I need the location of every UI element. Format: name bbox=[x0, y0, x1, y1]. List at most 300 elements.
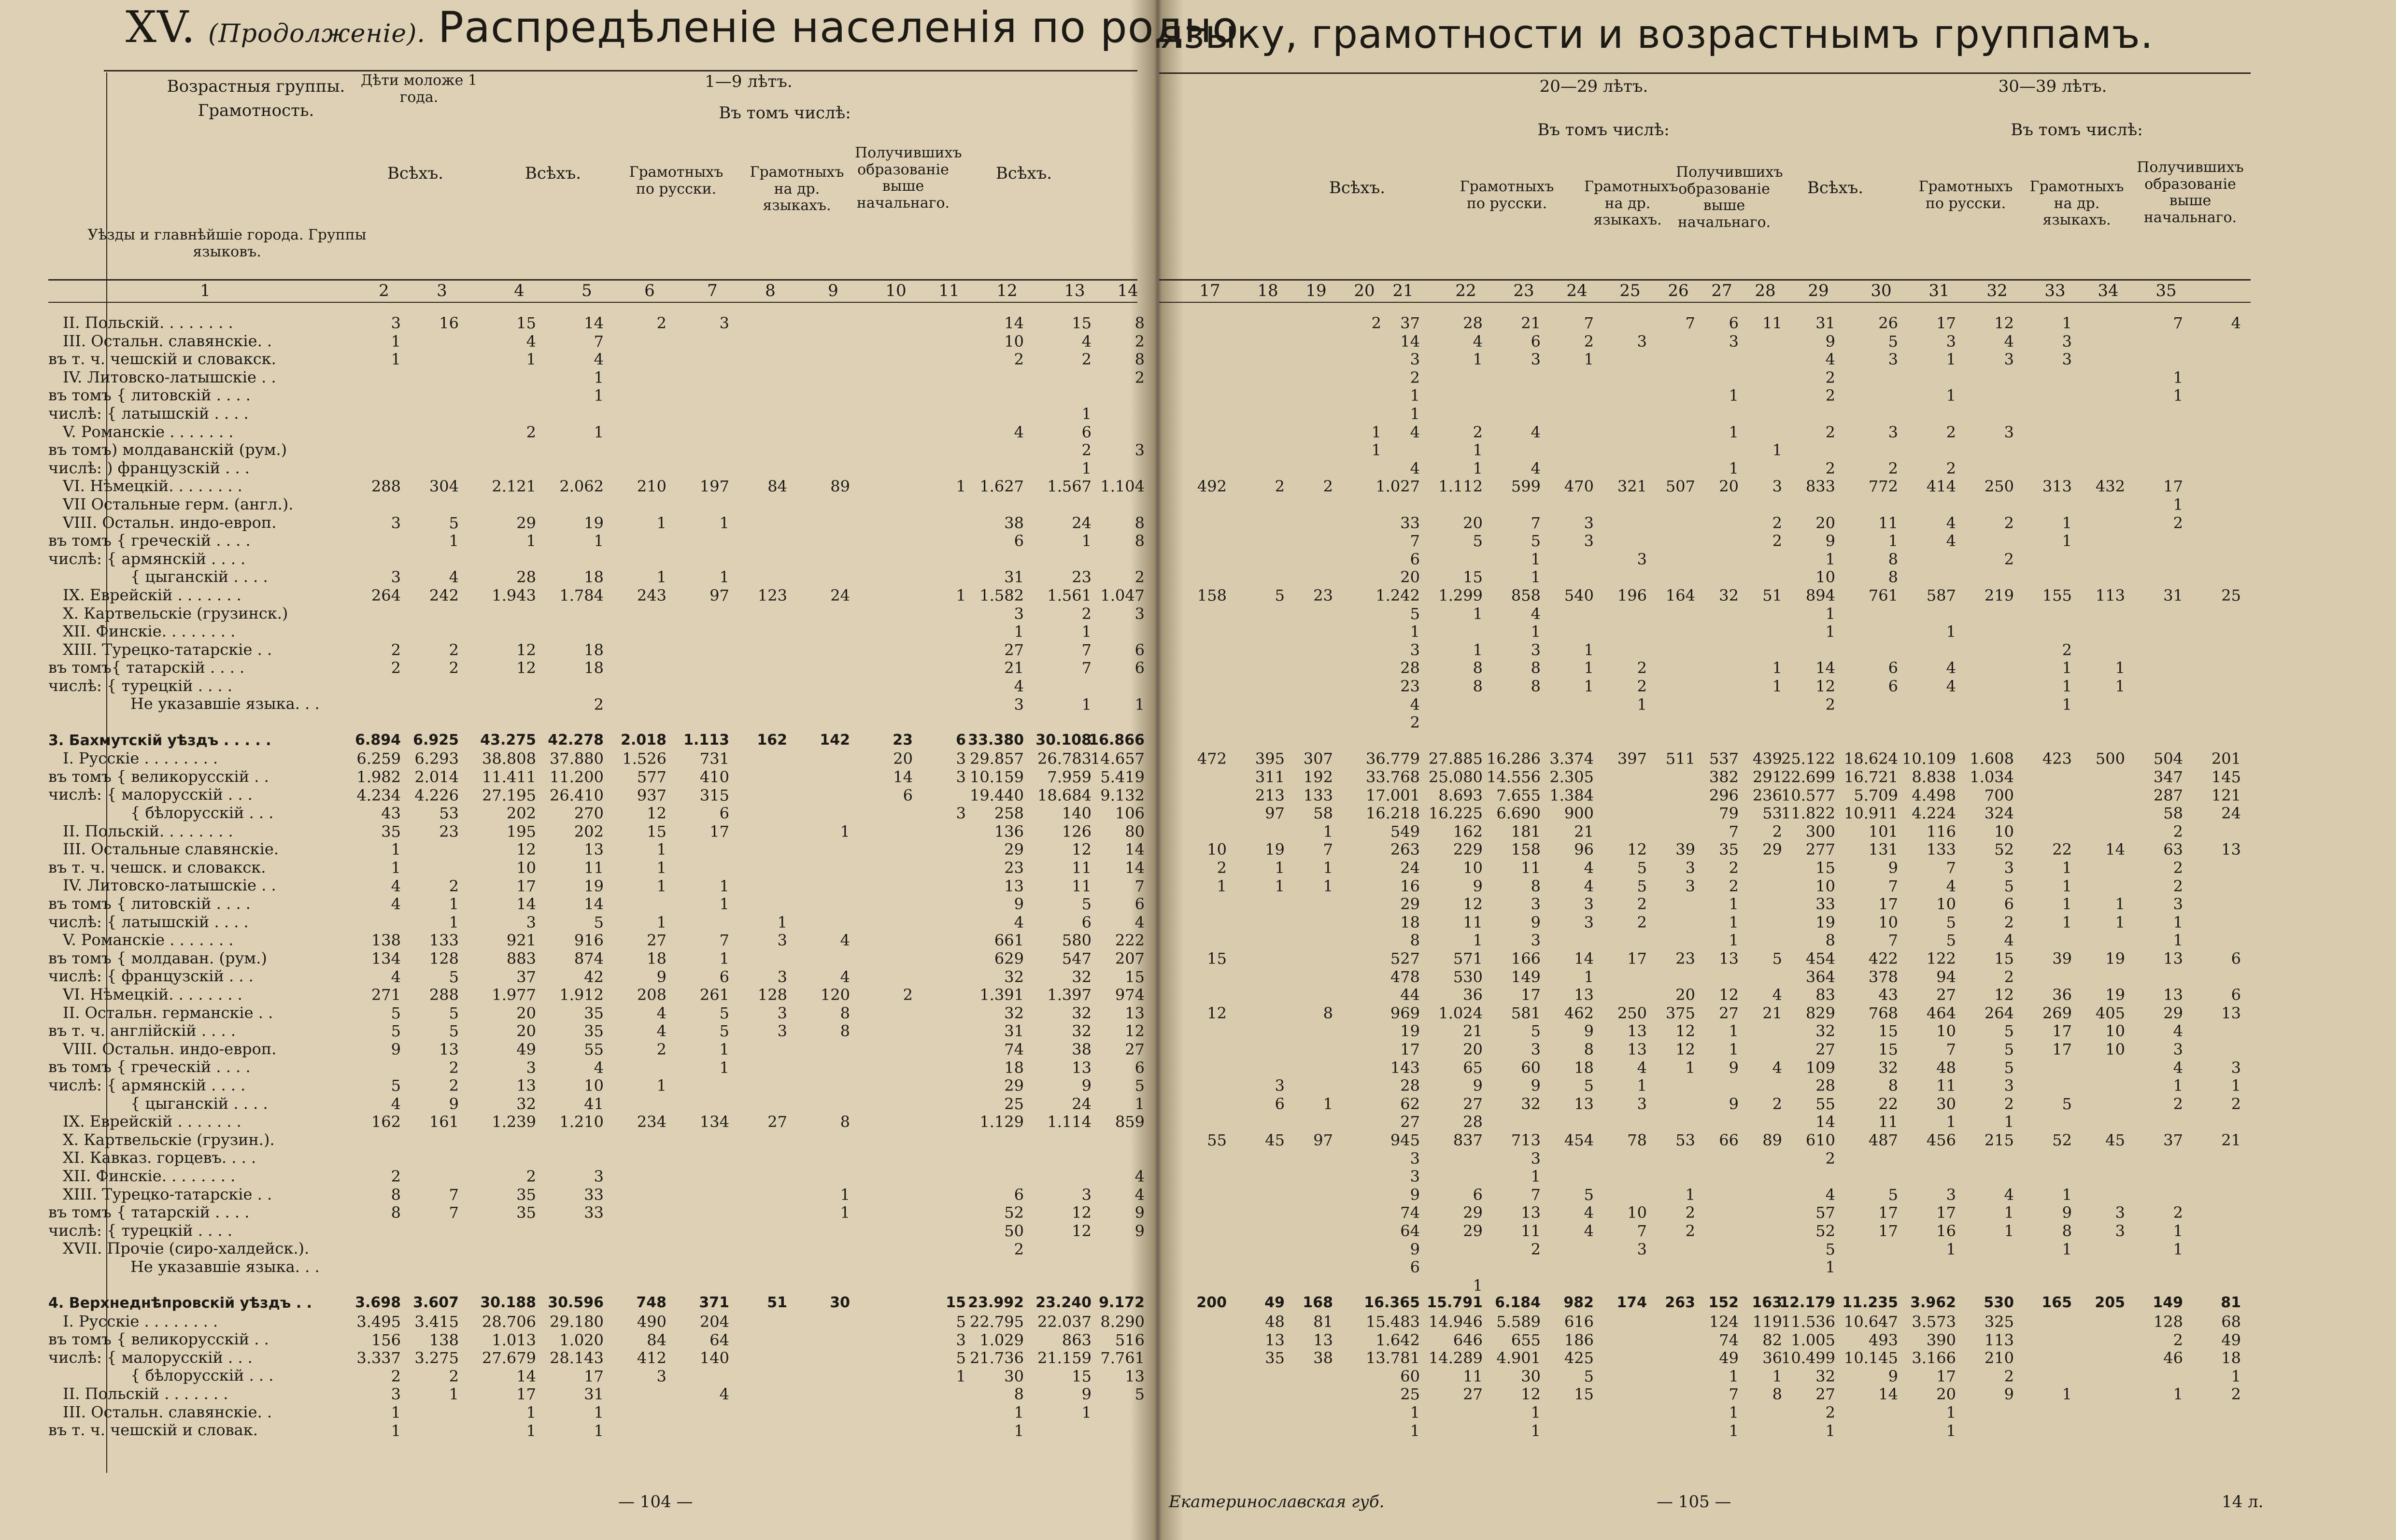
left-page-cell: 22.795 bbox=[970, 1313, 1024, 1331]
left-page-cell: 13 bbox=[439, 1040, 459, 1059]
row-label: числѣ: { латышскій . . . . bbox=[48, 404, 249, 423]
right-page-cell: 52 bbox=[1815, 1222, 1835, 1240]
right-page-cell: 1.384 bbox=[1549, 786, 1594, 805]
right-page-cell: 772 bbox=[1868, 477, 1898, 496]
right-page-cell: 17 bbox=[2052, 1022, 2072, 1041]
right-page-cell: 1 bbox=[1685, 1058, 1695, 1077]
right-page-cell: 5 bbox=[1946, 913, 1956, 932]
right-page-cell: 2 bbox=[1772, 532, 1782, 551]
right-page-cell: 6 bbox=[2231, 986, 2241, 1004]
left-page-cell: 2 bbox=[1014, 1240, 1024, 1258]
left-page-cell: 31 bbox=[1004, 1022, 1024, 1041]
right-page-cell: 1 bbox=[1584, 659, 1594, 678]
right-page-cell: 1 bbox=[1825, 1258, 1835, 1277]
right-page-cell: 507 bbox=[1665, 477, 1695, 496]
right-page-cell: 163 bbox=[1752, 1294, 1782, 1312]
right-page-cell: 14 bbox=[1878, 1385, 1898, 1404]
right-page-cell: 6.690 bbox=[1496, 804, 1541, 823]
right-page-cell: 4 bbox=[1584, 1203, 1594, 1222]
left-page-cell: 1 bbox=[594, 1403, 604, 1422]
right-page-cell: 3 bbox=[1410, 350, 1420, 369]
right-page-cell: 2 bbox=[2173, 822, 2183, 841]
left-page-cell: 3.495 bbox=[356, 1313, 401, 1331]
left-page-cell: 14 bbox=[1004, 314, 1024, 332]
right-page-cell: 17 bbox=[1627, 949, 1647, 968]
left-page-cell: 1 bbox=[1014, 622, 1024, 641]
right-page-cell: 200 bbox=[1196, 1294, 1227, 1312]
left-page-cell: 210 bbox=[637, 477, 666, 496]
right-page-cell: 1 bbox=[1473, 931, 1483, 950]
header-age-1-9: 1—9 лѣтъ. bbox=[705, 72, 793, 91]
left-page-cell: 1.982 bbox=[356, 768, 401, 786]
left-page-cell: 30 bbox=[1004, 1367, 1024, 1385]
left-page-cell: 1.020 bbox=[559, 1330, 604, 1349]
right-page-cell: 24 bbox=[2221, 804, 2241, 823]
right-page-cell: 27 bbox=[1400, 1113, 1420, 1131]
left-page-cell: 4 bbox=[1014, 913, 1024, 932]
left-page-cell: 33 bbox=[584, 1185, 604, 1204]
right-page-cell: 12 bbox=[1994, 314, 2014, 332]
left-page-cell: 9 bbox=[1081, 1385, 1092, 1404]
right-page-cell: 13 bbox=[1265, 1330, 1285, 1349]
right-page-cell: 12 bbox=[1994, 986, 2014, 1004]
right-page-cell: 2 bbox=[1584, 332, 1594, 351]
right-page-cell: 13 bbox=[2221, 840, 2241, 859]
left-page-cell: 6 bbox=[719, 804, 729, 823]
left-page-cell: 9 bbox=[1014, 895, 1024, 914]
left-page-cell: 1 bbox=[656, 840, 666, 859]
right-page-cell: 5 bbox=[1584, 1185, 1594, 1204]
right-page-cell: 18 bbox=[1574, 1058, 1594, 1077]
right-page-cell: 4 bbox=[1946, 677, 1956, 695]
left-page-cell: 1.129 bbox=[979, 1113, 1024, 1131]
right-page-cell: 17 bbox=[1400, 1040, 1420, 1059]
right-page-cell: 9 bbox=[1531, 1076, 1541, 1095]
left-page-cell: 156 bbox=[371, 1330, 401, 1349]
right-page-cell: 1.112 bbox=[1438, 477, 1483, 496]
right-page-cell: 22 bbox=[2052, 840, 2072, 859]
left-page-cell: 261 bbox=[699, 986, 729, 1004]
right-page-cell: 45 bbox=[1265, 1131, 1285, 1149]
right-page-cell: 3 bbox=[2173, 895, 2183, 914]
column-number: 18 bbox=[1257, 281, 1278, 300]
left-page-cell: 24 bbox=[1072, 513, 1092, 532]
right-page-cell: 269 bbox=[2042, 1003, 2072, 1022]
right-page-cell: 7 bbox=[1946, 859, 1956, 877]
left-page-cell: 19 bbox=[584, 513, 604, 532]
left-page-cell: 4 bbox=[594, 1058, 604, 1077]
right-page-cell: 143 bbox=[1390, 1058, 1420, 1077]
left-page-cell: 1 bbox=[719, 876, 729, 895]
left-page-cell: 1 bbox=[594, 368, 604, 387]
right-page-cell: 35 bbox=[1265, 1349, 1285, 1368]
right-page-cell: 1 bbox=[2173, 368, 2183, 387]
right-page-cell: 96 bbox=[1574, 840, 1594, 859]
row-label: II. Польскій. . . . . . . . bbox=[63, 313, 233, 332]
left-page-cell: 8 bbox=[840, 1113, 850, 1131]
right-page-cell: 833 bbox=[1805, 477, 1835, 496]
left-page-cell: 19 bbox=[584, 876, 604, 895]
left-page-cell: 2 bbox=[1134, 568, 1145, 587]
right-page-cell: 10 bbox=[1207, 840, 1227, 859]
right-page-cell: 5 bbox=[1584, 1076, 1594, 1095]
row-label: II. Польскій . . . . . . . bbox=[63, 1385, 228, 1403]
right-page-cell: 3 bbox=[1531, 640, 1541, 659]
left-page-cell: 1.627 bbox=[979, 477, 1024, 496]
right-page-cell: 3 bbox=[2062, 332, 2072, 351]
right-page-cell: 31 bbox=[2163, 586, 2183, 605]
right-page-cell: 6 bbox=[1410, 550, 1420, 568]
right-page-cell: 9 bbox=[2004, 1385, 2014, 1404]
right-page-cell: 504 bbox=[2153, 749, 2183, 768]
row-label: XIII. Турецко-татарскіе . . bbox=[63, 1185, 272, 1203]
left-page-cell: 4 bbox=[391, 876, 401, 895]
right-page-cell: 17.001 bbox=[1366, 786, 1420, 805]
right-page-cell: 1 bbox=[1729, 913, 1739, 932]
right-page-cell: 7 bbox=[1729, 822, 1739, 841]
total-label-infants: Всѣхъ. bbox=[387, 164, 444, 183]
left-page-cell: 1 bbox=[656, 913, 666, 932]
column-number: 19 bbox=[1305, 281, 1327, 300]
left-page-cell: 32 bbox=[1072, 1003, 1092, 1022]
right-page-cell: 1 bbox=[1772, 659, 1782, 678]
left-page-cell: 134 bbox=[371, 949, 401, 968]
left-page-cell: 1 bbox=[526, 350, 536, 369]
left-page-cell: 2 bbox=[1134, 332, 1145, 351]
left-page-cell: 21 bbox=[1004, 659, 1024, 678]
right-page-cell: 145 bbox=[2211, 768, 2241, 786]
left-page-cell: 4 bbox=[391, 895, 401, 914]
left-page-cell: 128 bbox=[429, 949, 459, 968]
row-label: { цыганскій . . . . bbox=[130, 1094, 268, 1113]
left-page-cell: 38.808 bbox=[482, 749, 536, 768]
left-page-cell: 26.410 bbox=[550, 786, 604, 805]
right-page-cell: 4 bbox=[1584, 876, 1594, 895]
column-number: 35 bbox=[2155, 281, 2177, 300]
right-page-cell: 13 bbox=[2163, 949, 2183, 968]
right-page-cell: 1 bbox=[1531, 1403, 1541, 1422]
right-page-cell: 4 bbox=[1946, 513, 1956, 532]
right-page-cell: 3 bbox=[1946, 332, 1956, 351]
right-page-cell: 4 bbox=[2004, 1185, 2014, 1204]
right-page-cell: 186 bbox=[1564, 1330, 1594, 1349]
right-page-cell: 3 bbox=[1888, 423, 1898, 441]
right-page-cell: 5 bbox=[2004, 1022, 2014, 1041]
right-page-cell: 263 bbox=[1390, 840, 1420, 859]
left-page-cell: 50 bbox=[1004, 1222, 1024, 1240]
right-page-cell: 311 bbox=[1255, 768, 1285, 786]
right-page-cell: 6 bbox=[1410, 1258, 1420, 1277]
right-page-cell: 1 bbox=[2173, 1385, 2183, 1404]
left-page-cell: 9 bbox=[656, 967, 666, 986]
right-page-cell: 1 bbox=[1946, 1403, 1956, 1422]
right-page-cell: 66 bbox=[1719, 1131, 1739, 1149]
left-page-cell: 6 bbox=[1014, 532, 1024, 551]
right-page-cell: 5 bbox=[1888, 332, 1898, 351]
left-page-cell: 10.159 bbox=[970, 768, 1024, 786]
left-page-cell: 4 bbox=[1081, 332, 1092, 351]
row-label: V. Романскіе . . . . . . . bbox=[63, 422, 234, 441]
right-page-cell: 1 bbox=[2115, 895, 2125, 914]
right-page-cell: 1 bbox=[1946, 350, 1956, 369]
right-page-cell: 2.305 bbox=[1549, 768, 1594, 786]
right-page-cell: 540 bbox=[1564, 586, 1594, 605]
left-page-cell: 161 bbox=[429, 1113, 459, 1131]
right-page-cell: 1.299 bbox=[1438, 586, 1483, 605]
right-page-cell: 15.791 bbox=[1427, 1294, 1483, 1312]
left-page-cell: 580 bbox=[1062, 931, 1092, 950]
right-page-cell: 1 bbox=[2231, 1367, 2241, 1385]
right-page-cell: 12 bbox=[1521, 1385, 1541, 1404]
right-page-cell: 829 bbox=[1805, 1003, 1835, 1022]
right-page-cell: 1 bbox=[2231, 1076, 2241, 1095]
right-page-cell: 1 bbox=[2173, 386, 2183, 405]
right-page-cell: 378 bbox=[1868, 967, 1898, 986]
row-label: III. Остальн. славянскіе. . bbox=[63, 1402, 272, 1421]
right-page-cell: 10 bbox=[1936, 1022, 1956, 1041]
right-page-cell: 33 bbox=[1400, 513, 1420, 532]
right-page-cell: 2 bbox=[1729, 859, 1739, 877]
left-page-cell: 7 bbox=[449, 1185, 459, 1204]
right-page-cell: 2 bbox=[1946, 459, 1956, 478]
right-page-cell: 19 bbox=[1400, 1022, 1420, 1041]
right-page-cell: 3 bbox=[2115, 1222, 2125, 1240]
left-page-cell: 126 bbox=[1062, 822, 1092, 841]
right-page-cell: 124 bbox=[1709, 1313, 1739, 1331]
right-page-cell: 571 bbox=[1453, 949, 1483, 968]
left-page-cell: 195 bbox=[506, 822, 536, 841]
left-page-cell: 1 bbox=[719, 949, 729, 968]
right-page-cell: 14 bbox=[1815, 659, 1835, 678]
right-page-cell: 16 bbox=[1936, 1222, 1956, 1240]
including-label-20-29: Въ томъ числѣ: bbox=[1537, 120, 1670, 140]
right-page-cell: 7 bbox=[1410, 532, 1420, 551]
right-page-cell: 4 bbox=[2231, 314, 2241, 332]
left-page-cell: 6 bbox=[956, 731, 966, 749]
right-page-cell: 3 bbox=[1410, 1167, 1420, 1186]
left-page-cell: 577 bbox=[637, 768, 666, 786]
right-page-cell: 1 bbox=[1584, 967, 1594, 986]
right-page-cell: 3 bbox=[1410, 640, 1420, 659]
right-page-cell: 12 bbox=[1815, 677, 1835, 695]
right-page-cell: 5 bbox=[1531, 1022, 1541, 1041]
right-page-cell: 29 bbox=[1762, 840, 1782, 859]
left-page-cell: 516 bbox=[1115, 1330, 1145, 1349]
right-page-cell: 32 bbox=[1719, 586, 1739, 605]
left-page-cell: 8.290 bbox=[1100, 1313, 1145, 1331]
right-page-cell: 33 bbox=[1815, 895, 1835, 914]
right-page-cell: 9 bbox=[1473, 876, 1483, 895]
left-page-cell: 42 bbox=[584, 967, 604, 986]
right-page-cell: 6 bbox=[1275, 1094, 1285, 1113]
header-bottom-rule bbox=[48, 279, 1137, 281]
left-page-cell: 5 bbox=[956, 1313, 966, 1331]
column-number: 22 bbox=[1455, 281, 1476, 300]
total-label-1-9: Всѣхъ. bbox=[525, 164, 581, 183]
left-page-cell: 19.440 bbox=[970, 786, 1024, 805]
right-page-cell: 3 bbox=[1531, 1149, 1541, 1168]
column-number: 10 bbox=[885, 281, 907, 300]
row-label: въ т. ч. англійскій . . . . bbox=[48, 1021, 236, 1040]
left-page-cell: 3 bbox=[526, 1058, 536, 1077]
right-page-cell: 432 bbox=[2095, 477, 2125, 496]
left-page-cell: 23 bbox=[439, 822, 459, 841]
right-page-cell: 149 bbox=[2153, 1294, 2183, 1312]
right-page-cell: 213 bbox=[1255, 786, 1285, 805]
left-page-cell: 15 bbox=[946, 1294, 966, 1312]
right-page-cell: 162 bbox=[1453, 822, 1483, 841]
right-page-cell: 982 bbox=[1563, 1294, 1594, 1312]
left-page-cell: 5 bbox=[449, 967, 459, 986]
left-page-cell: 5 bbox=[1134, 1076, 1145, 1095]
right-page-cell: 599 bbox=[1511, 477, 1541, 496]
left-page-cell: 1 bbox=[526, 1403, 536, 1422]
right-page-cell: 364 bbox=[1805, 967, 1835, 986]
right-page-cell: 4 bbox=[1825, 350, 1835, 369]
right-page-cell: 1 bbox=[1825, 622, 1835, 641]
left-page-cell: 12 bbox=[1072, 1222, 1092, 1240]
right-page-cell: 3 bbox=[1584, 895, 1594, 914]
right-page-cell: 4 bbox=[1772, 1058, 1782, 1077]
right-page-cell: 8 bbox=[1772, 1385, 1782, 1404]
left-page-cell: 202 bbox=[506, 804, 536, 823]
right-page-cell: 1 bbox=[1729, 459, 1739, 478]
right-page-cell: 16 bbox=[1400, 876, 1420, 895]
right-page-cell: 113 bbox=[1984, 1330, 2014, 1349]
right-page-cell: 1 bbox=[1946, 622, 1956, 641]
row-label: I. Русскіе . . . . . . . . bbox=[63, 1312, 218, 1330]
right-page-cell: 23 bbox=[1313, 586, 1333, 605]
right-page-cell: 14 bbox=[1400, 332, 1420, 351]
left-page-cell: 4 bbox=[1134, 913, 1145, 932]
right-page-cell: 17 bbox=[1936, 314, 1956, 332]
right-page-cell: 11 bbox=[1762, 314, 1782, 332]
right-page-cell: 18 bbox=[2221, 1349, 2241, 1368]
right-page-cell: 21 bbox=[1463, 1022, 1483, 1041]
left-page-cell: 271 bbox=[371, 986, 401, 1004]
left-page-cell: 140 bbox=[699, 1349, 729, 1368]
right-page-cell: 414 bbox=[1926, 477, 1956, 496]
right-page-cell: 530 bbox=[1453, 967, 1483, 986]
right-page-cell: 55 bbox=[1815, 1094, 1835, 1113]
right-page-cell: 166 bbox=[1511, 949, 1541, 968]
right-page-cell: 894 bbox=[1805, 586, 1835, 605]
right-page-cell: 610 bbox=[1805, 1131, 1835, 1149]
right-page-cell: 158 bbox=[1197, 586, 1227, 605]
right-page-cell: 68 bbox=[2221, 1313, 2241, 1331]
right-page-cell: 20 bbox=[1936, 1385, 1956, 1404]
right-page-cell: 1 bbox=[1729, 1421, 1739, 1440]
right-page-cell: 3 bbox=[2062, 350, 2072, 369]
left-page-cell: 9 bbox=[1134, 1222, 1145, 1240]
right-page-cell: 101 bbox=[1868, 822, 1898, 841]
column-number: 8 bbox=[765, 281, 776, 300]
right-page-cell: 10 bbox=[2105, 1040, 2125, 1059]
right-page-cell: 7 bbox=[1531, 1185, 1541, 1204]
right-page-cell: 82 bbox=[1762, 1330, 1782, 1349]
left-page-cell: 84 bbox=[647, 1330, 666, 1349]
left-page-cell: 23 bbox=[1004, 859, 1024, 877]
right-page-cell: 97 bbox=[1313, 1131, 1333, 1149]
right-page-cell: 9 bbox=[1729, 1058, 1739, 1077]
right-page-cell: 9 bbox=[1410, 1240, 1420, 1258]
right-page-cell: 1 bbox=[2115, 913, 2125, 932]
column-number: 9 bbox=[828, 281, 838, 300]
right-page-cell: 8 bbox=[1825, 931, 1835, 950]
right-page-cell: 19 bbox=[2105, 949, 2125, 968]
right-page-cell: 20 bbox=[1463, 1040, 1483, 1059]
left-page-cell: 3.607 bbox=[413, 1294, 459, 1312]
right-page-cell: 236 bbox=[1752, 786, 1782, 805]
left-page-cell: 106 bbox=[1115, 804, 1145, 823]
right-page-cell: 5 bbox=[2004, 1058, 2014, 1077]
left-page-cell: 14 bbox=[516, 895, 536, 914]
left-page-cell: 1 bbox=[449, 913, 459, 932]
right-page-cell: 1 bbox=[1473, 441, 1483, 460]
row-label: V. Романскіе . . . . . . . bbox=[63, 931, 234, 949]
right-page-cell: 17 bbox=[1878, 1222, 1898, 1240]
left-page-cell: 14 bbox=[584, 314, 604, 332]
higher-education-1-9: Получившихъ образованіе выше начальнаго. bbox=[855, 144, 962, 212]
right-page-cell: 3 bbox=[1531, 931, 1541, 950]
right-page-cell: 17 bbox=[1521, 986, 1541, 1004]
right-page-cell: 3 bbox=[1729, 332, 1739, 351]
right-page-cell: 5 bbox=[1888, 1185, 1898, 1204]
left-page-cell: 21.159 bbox=[1037, 1349, 1092, 1368]
column-number: 4 bbox=[514, 281, 525, 300]
left-page-cell: 4 bbox=[719, 1385, 729, 1404]
right-page-cell: 1 bbox=[1371, 441, 1381, 460]
right-page-cell: 1 bbox=[1410, 405, 1420, 423]
right-page-cell: 1 bbox=[2173, 1222, 2183, 1240]
right-page-cell: 10.499 bbox=[1781, 1349, 1835, 1368]
right-page-cell: 1 bbox=[1685, 1185, 1695, 1204]
right-page-cell: 1 bbox=[1473, 640, 1483, 659]
left-page-cell: 1.561 bbox=[1047, 586, 1092, 605]
left-page-cell: 883 bbox=[506, 949, 536, 968]
left-page-cell: 53 bbox=[439, 804, 459, 823]
left-page-cell: 7 bbox=[449, 1203, 459, 1222]
left-page-cell: 2.014 bbox=[414, 768, 459, 786]
right-page-cell: 14 bbox=[1574, 949, 1594, 968]
left-page-cell: 1.013 bbox=[492, 1330, 536, 1349]
right-page-cell: 21 bbox=[1521, 314, 1541, 332]
left-page-cell: 12 bbox=[516, 659, 536, 678]
left-page-cell: 234 bbox=[637, 1113, 666, 1131]
right-page-cell: 55 bbox=[1207, 1131, 1227, 1149]
left-page-cell: 18 bbox=[584, 640, 604, 659]
right-page-cell: 969 bbox=[1390, 1003, 1420, 1022]
right-page-cell: 1 bbox=[2062, 895, 2072, 914]
right-page-cell: 9 bbox=[1473, 1076, 1483, 1095]
row-label: VIII. Остальн. индо-европ. bbox=[63, 513, 277, 532]
right-page-cell: 1 bbox=[2173, 1076, 2183, 1095]
right-page-cell: 8 bbox=[1888, 550, 1898, 568]
right-page-cell: 23 bbox=[1400, 677, 1420, 695]
row-label: числѣ: { турецкій . . . . bbox=[48, 676, 232, 695]
literate-russian-30-39: Грамотныхъ по русски. bbox=[1918, 178, 2013, 212]
row-label: IV. Литовско-латышскіе . . bbox=[63, 367, 276, 386]
right-page-cell: 12 bbox=[1675, 1022, 1695, 1041]
row-label: IX. Еврейскій . . . . . . . bbox=[63, 1112, 241, 1131]
right-page-cell: 1 bbox=[1275, 859, 1285, 877]
right-page-cell: 4.224 bbox=[1912, 804, 1956, 823]
left-page-cell: 5 bbox=[719, 1003, 729, 1022]
right-page-cell: 4 bbox=[1584, 859, 1594, 877]
right-page-cell: 27 bbox=[1936, 986, 1956, 1004]
left-page-cell: 18 bbox=[1004, 1058, 1024, 1077]
right-page-cell: 12 bbox=[1207, 1003, 1227, 1022]
